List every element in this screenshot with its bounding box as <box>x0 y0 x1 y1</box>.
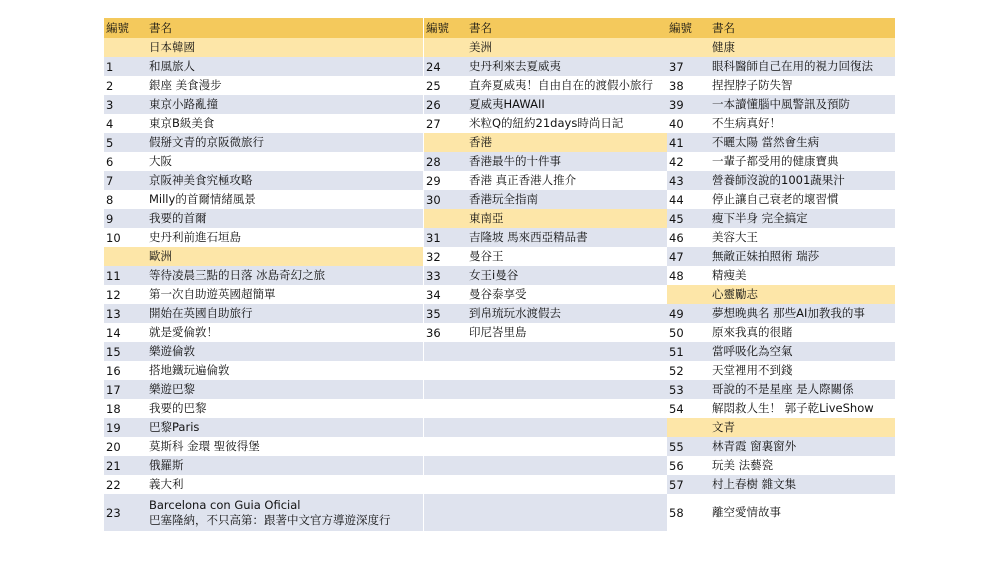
book-number: 20 <box>106 439 121 454</box>
book-title: 印尼峇里島 <box>469 325 527 339</box>
book-title: 村上春樹 雜文集 <box>712 477 797 491</box>
table-row <box>104 285 423 304</box>
table-row <box>104 76 423 95</box>
category-row <box>667 285 895 304</box>
book-number: 39 <box>669 97 684 112</box>
book-title: 巴黎Paris <box>149 420 200 434</box>
book-title: 一輩子都受用的健康寶典 <box>712 154 839 168</box>
table-row <box>667 361 895 380</box>
book-title: 當呼吸化為空氣 <box>712 344 793 358</box>
book-number: 52 <box>669 363 684 378</box>
book-title: 東京B級美食 <box>149 116 215 130</box>
book-title: 離空愛情故事 <box>712 505 781 519</box>
category-label: 文青 <box>712 420 735 434</box>
book-title: 夏威夷HAWAII <box>469 97 545 111</box>
book-number: 13 <box>106 306 121 321</box>
table-row <box>104 95 423 114</box>
book-title: 史丹利來去夏威夷 <box>469 59 561 73</box>
book-number: 3 <box>106 97 114 112</box>
book-number: 8 <box>106 192 114 207</box>
table-row <box>104 171 423 190</box>
category-label: 歐洲 <box>149 249 172 263</box>
book-number: 30 <box>426 192 441 207</box>
book-number: 58 <box>669 505 684 520</box>
book-number: 7 <box>106 173 114 188</box>
book-number: 54 <box>669 401 684 416</box>
book-number: 21 <box>106 458 121 473</box>
book-title: 哥說的不是星座 是人際關係 <box>712 382 854 396</box>
table-row <box>667 399 895 418</box>
table-row <box>104 418 423 437</box>
table-row <box>424 57 667 76</box>
book-number: 43 <box>669 173 684 188</box>
book-number: 18 <box>106 401 121 416</box>
book-number: 19 <box>106 420 121 435</box>
book-title: 曼谷泰享受 <box>469 287 527 301</box>
book-title: 玩美 法藝瓷 <box>712 458 774 472</box>
book-number: 1 <box>106 59 114 74</box>
book-number: 41 <box>669 135 684 150</box>
category-row <box>424 38 667 57</box>
table-row <box>667 437 895 456</box>
book-title: 香港玩全指南 <box>469 192 538 206</box>
table-row <box>424 304 667 323</box>
table-row <box>424 190 667 209</box>
table-row <box>667 323 895 342</box>
book-number: 27 <box>426 116 441 131</box>
header-number-label: 編號 <box>106 21 129 35</box>
book-number: 53 <box>669 382 684 397</box>
table-row <box>424 228 667 247</box>
book-number: 26 <box>426 97 441 112</box>
book-title: 開始在英國自助旅行 <box>149 306 253 320</box>
book-title: Milly的首爾情緒風景 <box>149 192 256 206</box>
book-title: 銀座 美食漫步 <box>149 78 222 92</box>
book-number: 4 <box>106 116 114 131</box>
table-row <box>424 437 667 456</box>
book-number: 12 <box>106 287 121 302</box>
book-number: 5 <box>106 135 114 150</box>
table-row <box>424 247 667 266</box>
table-row <box>667 266 895 285</box>
category-label: 香港 <box>469 135 492 149</box>
table-row <box>667 380 895 399</box>
book-title: 假掰文青的京阪微旅行 <box>149 135 264 149</box>
book-title: 捏捏脖子防失智 <box>712 78 793 92</box>
book-title: 天堂裡用不到錢 <box>712 363 793 377</box>
table-row <box>667 95 895 114</box>
book-number: 9 <box>106 211 114 226</box>
book-title: 史丹利前進石垣島 <box>149 230 241 244</box>
table-row <box>667 171 895 190</box>
book-number: 45 <box>669 211 684 226</box>
book-number: 24 <box>426 59 441 74</box>
book-title: 搭地鐵玩遍倫敦 <box>149 363 230 377</box>
table-row <box>424 380 667 399</box>
table-row <box>424 399 667 418</box>
header-row <box>667 18 895 38</box>
table-row <box>667 152 895 171</box>
table-row <box>667 57 895 76</box>
table-row <box>667 304 895 323</box>
category-label: 健康 <box>712 40 735 54</box>
book-title: 香港 真正香港人推介 <box>469 173 577 187</box>
table-row <box>667 114 895 133</box>
book-number: 51 <box>669 344 684 359</box>
book-number: 50 <box>669 325 684 340</box>
book-title: 和風旅人 <box>149 59 195 73</box>
book-title: 京阪神美食究極攻略 <box>149 173 253 187</box>
table-row <box>424 76 667 95</box>
book-title: 東京小路亂撞 <box>149 97 218 111</box>
table-row <box>104 361 423 380</box>
book-number: 15 <box>106 344 121 359</box>
book-title-line: Barcelona con Guia Oficial <box>149 497 301 512</box>
book-title: 一本讀懂腦中風警訊及預防 <box>712 97 850 111</box>
table-row <box>104 304 423 323</box>
book-number: 31 <box>426 230 441 245</box>
header-row <box>104 18 423 38</box>
book-number: 25 <box>426 78 441 93</box>
table-row <box>104 323 423 342</box>
book-title: 到帛琉玩水渡假去 <box>469 306 561 320</box>
header-row <box>424 18 667 38</box>
book-number: 36 <box>426 325 441 340</box>
book-number: 56 <box>669 458 684 473</box>
book-number: 28 <box>426 154 441 169</box>
table-row <box>104 190 423 209</box>
table-row <box>667 190 895 209</box>
table-row <box>667 247 895 266</box>
table-row <box>104 380 423 399</box>
table-row <box>104 133 423 152</box>
book-number: 6 <box>106 154 114 169</box>
book-number: 11 <box>106 268 121 283</box>
book-number: 48 <box>669 268 684 283</box>
book-title: 俄羅斯 <box>149 458 184 472</box>
book-number: 34 <box>426 287 441 302</box>
category-label: 美洲 <box>469 40 492 54</box>
book-number: 10 <box>106 230 121 245</box>
table-row <box>104 475 423 494</box>
book-title: 香港最牛的十件事 <box>469 154 561 168</box>
book-title: 第一次自助遊英國超簡單 <box>149 287 276 301</box>
book-number: 16 <box>106 363 121 378</box>
table-row <box>424 152 667 171</box>
table-row <box>424 418 667 437</box>
table-row <box>424 114 667 133</box>
book-number: 42 <box>669 154 684 169</box>
book-number: 47 <box>669 249 684 264</box>
book-number: 38 <box>669 78 684 93</box>
table-row <box>104 399 423 418</box>
table-row <box>424 475 667 494</box>
table-row <box>667 133 895 152</box>
table-row <box>667 342 895 361</box>
table-column-2 <box>424 18 667 531</box>
book-title: 女王i曼谷 <box>469 268 519 282</box>
category-row <box>667 38 895 57</box>
book-title: 營養師沒說的1001蔬果汁 <box>712 173 845 187</box>
table-row <box>667 456 895 475</box>
table-row <box>104 494 423 531</box>
book-title <box>147 498 423 528</box>
table-column-3 <box>667 18 895 531</box>
table-row <box>667 209 895 228</box>
book-title: 大阪 <box>149 154 172 168</box>
book-title: 停止讓自己衰老的壞習慣 <box>712 192 839 206</box>
table-row <box>104 228 423 247</box>
book-title: 米粒Q的紐約21days時尚日記 <box>469 116 624 130</box>
category-row <box>424 133 667 152</box>
table-row <box>667 475 895 494</box>
book-title: 夢想晚典名 那些AI加教我的事 <box>712 306 865 320</box>
header-number-label: 編號 <box>426 21 449 35</box>
book-title: 我要的巴黎 <box>149 401 207 415</box>
book-number: 44 <box>669 192 684 207</box>
book-title: 瘦下半身 完全搞定 <box>712 211 808 225</box>
category-row <box>667 418 895 437</box>
book-title: 吉隆坡 馬來西亞精品書 <box>469 230 588 244</box>
table-row <box>104 209 423 228</box>
table-row <box>667 228 895 247</box>
book-number: 33 <box>426 268 441 283</box>
table-row <box>424 361 667 380</box>
category-row <box>424 209 667 228</box>
book-number: 23 <box>106 505 121 520</box>
book-number: 37 <box>669 59 684 74</box>
book-number: 32 <box>426 249 441 264</box>
book-title: 林青霞 窗裏窗外 <box>712 439 797 453</box>
category-label: 心靈勵志 <box>712 287 758 301</box>
book-number: 35 <box>426 306 441 321</box>
book-title-line: 巴塞隆納，不只高第：跟著中文官方導遊深度行 <box>149 512 391 527</box>
book-title: 等待凌晨三點的日落 冰島奇幻之旅 <box>149 268 326 282</box>
book-title: 不生病真好！ <box>712 116 781 130</box>
table-row <box>104 456 423 475</box>
book-title: 直奔夏威夷！自由自在的渡假小旅行 <box>469 78 653 92</box>
table-row <box>424 171 667 190</box>
book-title: 眼科醫師自己在用的視力回復法 <box>712 59 873 73</box>
header-number-label: 編號 <box>669 21 692 35</box>
table-row <box>104 57 423 76</box>
table-row <box>667 494 895 531</box>
book-title: 不曬太陽 當然會生病 <box>712 135 820 149</box>
table-column-1 <box>104 18 423 531</box>
book-title: 樂遊倫敦 <box>149 344 195 358</box>
table-row <box>104 342 423 361</box>
book-number: 57 <box>669 477 684 492</box>
book-title: 莫斯科 金環 聖彼得堡 <box>149 439 260 453</box>
book-number: 46 <box>669 230 684 245</box>
table-row <box>667 76 895 95</box>
book-title: 美容大王 <box>712 230 758 244</box>
book-number: 17 <box>106 382 121 397</box>
book-title: 義大利 <box>149 477 184 491</box>
table-row <box>104 437 423 456</box>
table-row <box>104 114 423 133</box>
table-row <box>424 494 667 531</box>
book-number: 49 <box>669 306 684 321</box>
category-label: 日本韓國 <box>149 40 195 54</box>
book-title: 原來我真的很賭 <box>712 325 793 339</box>
header-title-label: 書名 <box>149 20 172 35</box>
book-number: 29 <box>426 173 441 188</box>
table-row <box>424 285 667 304</box>
table-row <box>104 152 423 171</box>
book-title: 解悶救人生！ 郭子乾LiveShow <box>712 401 874 415</box>
book-number: 55 <box>669 439 684 454</box>
table-row <box>424 95 667 114</box>
category-row <box>104 38 423 57</box>
book-number: 40 <box>669 116 684 131</box>
book-title: 曼谷王 <box>469 249 504 263</box>
table-row <box>104 266 423 285</box>
header-title-label: 書名 <box>712 20 735 35</box>
table-row <box>424 342 667 361</box>
book-title: 我要的首爾 <box>149 211 207 225</box>
book-number: 14 <box>106 325 121 340</box>
book-title: 就是愛倫敦！ <box>149 325 218 339</box>
table-row <box>424 323 667 342</box>
table-row <box>424 456 667 475</box>
category-label: 東南亞 <box>469 211 504 225</box>
book-number: 22 <box>106 477 121 492</box>
header-title-label: 書名 <box>469 20 492 35</box>
table-row <box>424 266 667 285</box>
book-title: 精瘦美 <box>712 268 747 282</box>
book-title: 樂遊巴黎 <box>149 382 195 396</box>
book-number: 2 <box>106 78 114 93</box>
category-row <box>104 247 423 266</box>
book-title: 無敵正妹拍照術 瑞莎 <box>712 249 820 263</box>
